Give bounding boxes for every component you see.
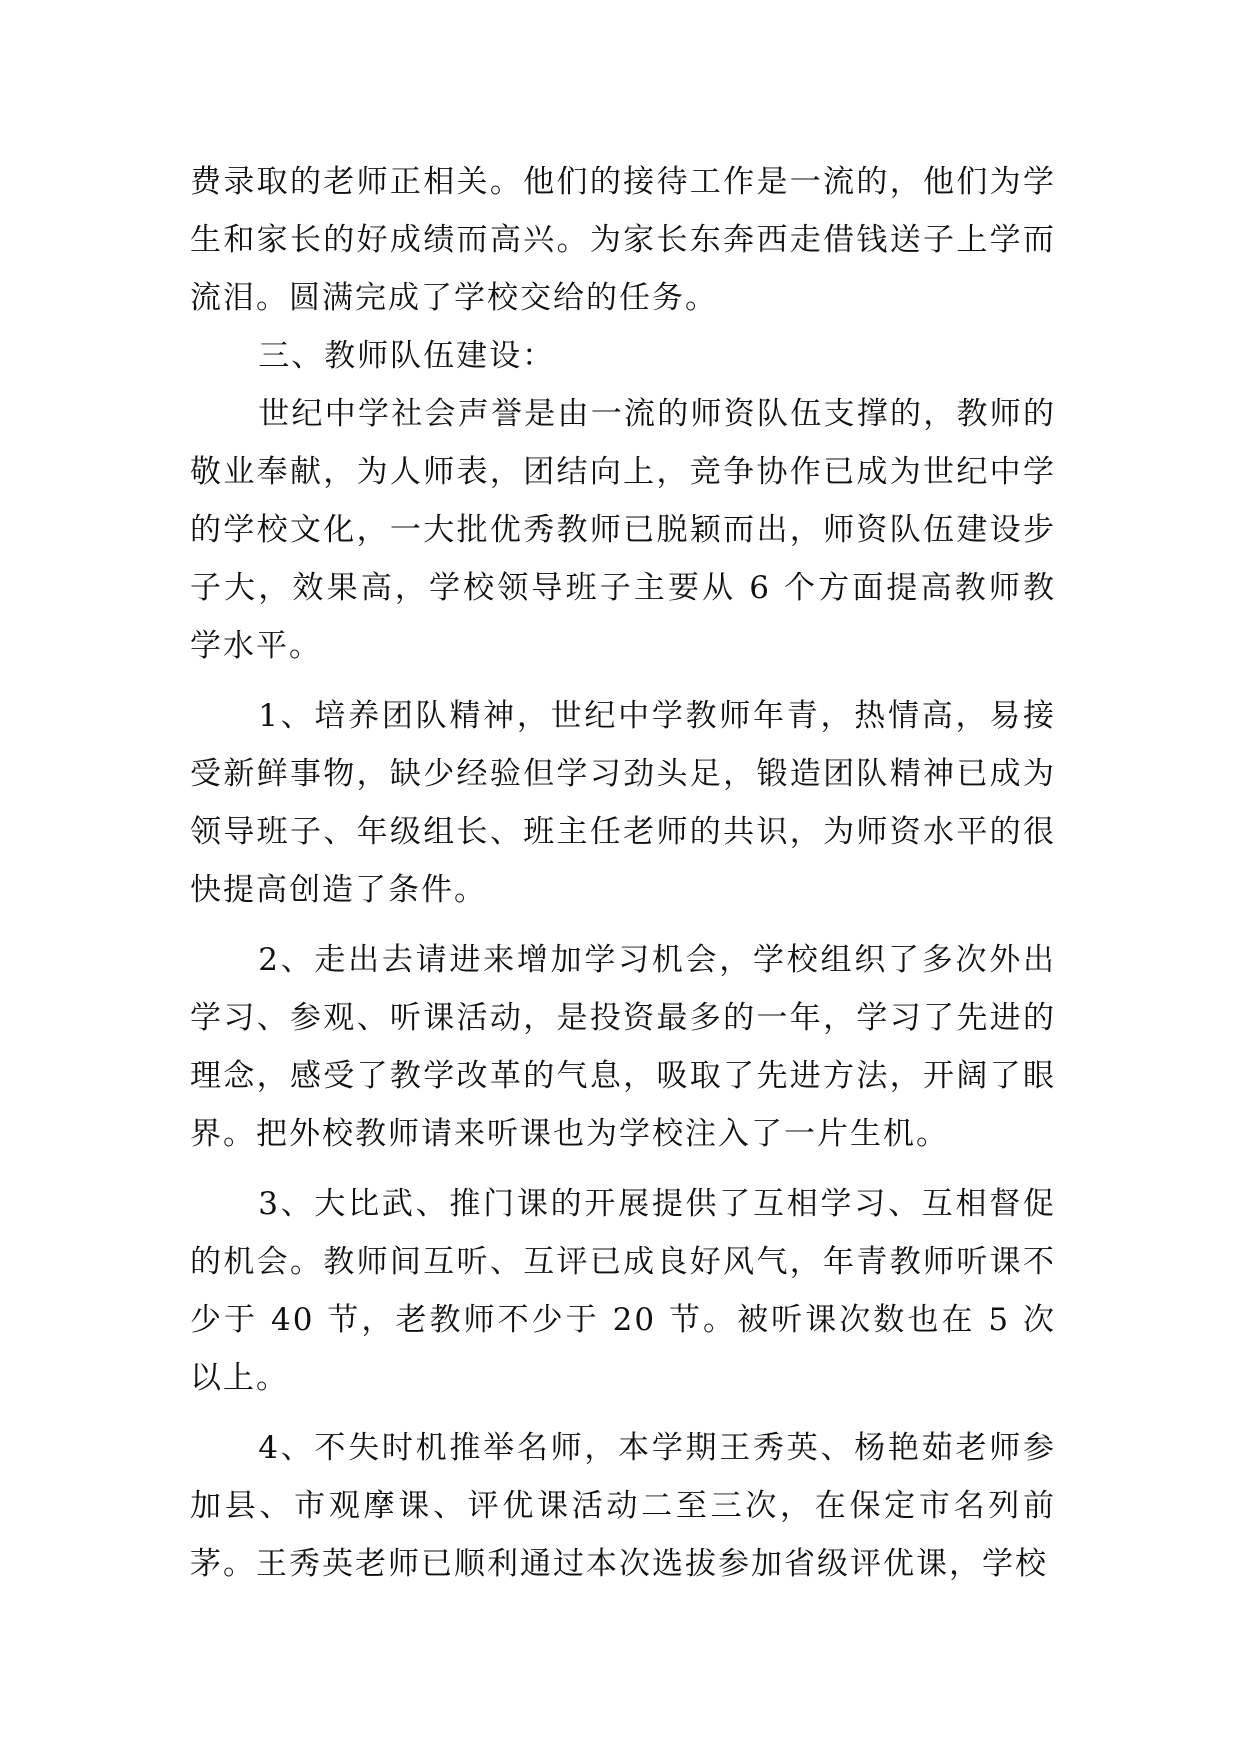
paragraph-item-4: 4、不失时机推举名师，本学期王秀英、杨艳茹老师参加县、市观摩课、评优课活动二至三次，在保定市名列前茅。王秀英老师已顺利通过本次选拔参加省级评优课，学校 bbox=[190, 1430, 1056, 1582]
paragraph-item-2: 2、走出去请进来增加学习机会，学校组织了多次外出学习、参观、听课活动，是投资最多的一年，学习了先进的理念，感受了教学改革的气息，吸取了先进方法，开阔了眼界。把外校教师请来听课也为学校注入了一片生机。 bbox=[190, 942, 1056, 1152]
paragraph-continuation: 费录取的老师正相关。他们的接待工作是一流的，他们为学生和家长的好成绩而高兴。为家长东奔西走借钱送子上学而流泪。圆满完成了学校交给的任务。 bbox=[190, 164, 1056, 316]
paragraph-item-3: 3、大比武、推门课的开展提供了互相学习、互相督促的机会。教师间互听、互评已成良好风气，年青教师听课不少于 40 节，老教师不少于 20 节。被听课次数也在 5 次以上。 bbox=[190, 1186, 1056, 1396]
paragraph-intro: 世纪中学社会声誉是由一流的师资队伍支撑的，教师的敬业奉献，为人师表，团结向上，竞争协作已成为世纪中学的学校文化，一大批优秀教师已脱颖而出，师资队伍建设步子大，效果高，学校领导班子主要从 6 个方面提高教师教学水平。 bbox=[190, 396, 1056, 664]
paragraph-item-1: 1、培养团队精神，世纪中学教师年青，热情高，易接受新鲜事物，缺少经验但学习劲头足，锻造团队精神已成为领导班子、年级组长、班主任老师的共识，为师资水平的很快提高创造了条件。 bbox=[190, 698, 1056, 908]
document-body bbox=[190, 153, 1056, 1593]
section-heading-teacher-team: 三、教师队伍建设： bbox=[258, 338, 556, 374]
